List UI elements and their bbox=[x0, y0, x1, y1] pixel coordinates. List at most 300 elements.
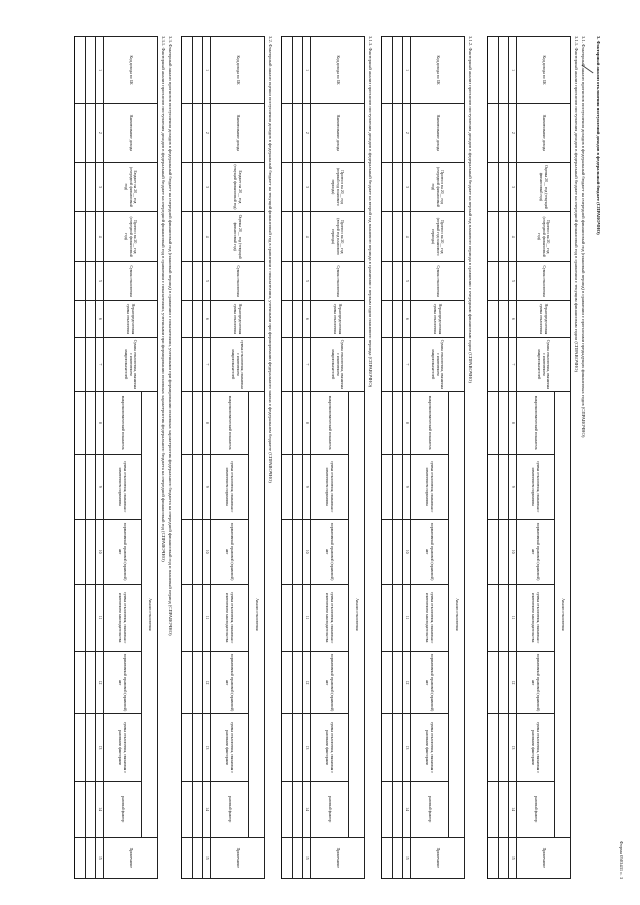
column-number: 3 bbox=[203, 162, 211, 212]
column-number: 2 bbox=[203, 104, 211, 162]
column-number: 5 bbox=[303, 262, 311, 301]
table-cell[interactable] bbox=[86, 301, 96, 338]
column-number: 6 bbox=[509, 301, 517, 338]
table-cell[interactable] bbox=[193, 301, 203, 338]
column-header: макроэкономический показатель bbox=[411, 391, 449, 454]
column-number: 8 bbox=[96, 391, 104, 454]
total-cell[interactable] bbox=[382, 104, 393, 162]
column-header: нормативный правовой (правовой) акт bbox=[517, 519, 555, 584]
total-cell[interactable] bbox=[75, 301, 86, 338]
total-cell[interactable] bbox=[282, 162, 293, 212]
section-title: 3.2. Факторный анализ оценки поступления доходов в федеральный бюджет на текущий финансовый год в сравнении с показателями, учтенными при формировании федерального закона о федеральном бюджете (СПРАВОЧНО) bbox=[268, 36, 273, 483]
column-header: Сумма отклонения, связанная с изменением макропоказателей bbox=[311, 337, 365, 391]
total-cell[interactable] bbox=[75, 262, 86, 301]
total-cell[interactable] bbox=[382, 262, 393, 301]
column-number: 10 bbox=[303, 519, 311, 584]
total-cell[interactable] bbox=[282, 262, 293, 301]
column-header: сумма отклонения, связанная с изменением норматива bbox=[211, 454, 249, 519]
column-header: Сумма отклонения bbox=[411, 262, 465, 301]
column-number: 13 bbox=[203, 714, 211, 781]
total-cell[interactable] bbox=[382, 714, 393, 781]
column-number: 4 bbox=[203, 212, 211, 262]
table-cell[interactable] bbox=[293, 212, 303, 262]
table-cell[interactable] bbox=[86, 781, 96, 837]
column-header: макроэкономический показатель bbox=[211, 391, 249, 454]
column-header: Сумма отклонения bbox=[211, 262, 265, 301]
table-cell[interactable] bbox=[393, 212, 403, 262]
column-number: 15 bbox=[403, 837, 411, 878]
table-cell[interactable] bbox=[393, 262, 403, 301]
column-number: 7 bbox=[403, 337, 411, 391]
total-cell[interactable] bbox=[75, 584, 86, 651]
column-number: 10 bbox=[509, 519, 517, 584]
table-cell[interactable] bbox=[393, 301, 403, 338]
column-number: 7 bbox=[303, 337, 311, 391]
column-header: разовый фактор bbox=[104, 781, 142, 837]
column-number: 4 bbox=[303, 212, 311, 262]
table-cell[interactable] bbox=[393, 837, 403, 878]
column-header: Код дохода по БК bbox=[211, 37, 265, 104]
table-cell[interactable] bbox=[293, 714, 303, 781]
column-number: 8 bbox=[203, 391, 211, 454]
column-header: сумма отклонения, связанная с разовыми факторами bbox=[311, 714, 349, 781]
table-cell[interactable] bbox=[193, 781, 203, 837]
table-cell[interactable] bbox=[393, 104, 403, 162]
total-cell[interactable] bbox=[282, 391, 293, 454]
column-number: 14 bbox=[303, 781, 311, 837]
column-header: нормативный правовой (правовой) акт bbox=[211, 519, 249, 584]
column-number: 4 bbox=[509, 212, 517, 262]
table-cell[interactable] bbox=[499, 262, 509, 301]
column-header: сумма отклонения, связанная с изменением законодательства bbox=[211, 584, 249, 651]
total-cell[interactable] bbox=[282, 714, 293, 781]
column-number: 3 bbox=[509, 162, 517, 212]
table-cell[interactable] bbox=[293, 162, 303, 212]
column-number: 15 bbox=[303, 837, 311, 878]
column-number: 5 bbox=[509, 262, 517, 301]
factor-analysis-table bbox=[181, 36, 265, 879]
column-number: 5 bbox=[403, 262, 411, 301]
total-cell[interactable] bbox=[488, 837, 499, 878]
table-cell[interactable] bbox=[293, 104, 303, 162]
column-header: Код дохода по БК bbox=[517, 37, 571, 104]
column-number: 1 bbox=[509, 37, 517, 104]
table-cell[interactable] bbox=[193, 37, 203, 104]
table-cell[interactable] bbox=[499, 337, 509, 391]
total-cell[interactable] bbox=[488, 262, 499, 301]
column-header: Сумма отклонения bbox=[311, 262, 365, 301]
column-header: сумма отклонения, связанная с изменением законодательства bbox=[311, 584, 349, 651]
column-header: Прогноз на 20__ год (очередной финансовый год) bbox=[411, 162, 465, 212]
column-number: 6 bbox=[403, 301, 411, 338]
table-cell[interactable] bbox=[393, 781, 403, 837]
table-cell[interactable] bbox=[499, 454, 509, 519]
table-cell[interactable] bbox=[293, 262, 303, 301]
table-cell[interactable] bbox=[499, 781, 509, 837]
column-header: Нераспределенная сумма отклонения bbox=[211, 301, 265, 338]
column-number: 6 bbox=[203, 301, 211, 338]
total-cell[interactable] bbox=[282, 781, 293, 837]
column-header: разовый фактор bbox=[211, 781, 249, 837]
total-cell[interactable] bbox=[182, 714, 193, 781]
column-number: 3 bbox=[303, 162, 311, 212]
table-cell[interactable] bbox=[86, 714, 96, 781]
total-cell[interactable] bbox=[182, 212, 193, 262]
table-cell[interactable] bbox=[193, 651, 203, 714]
total-cell[interactable] bbox=[182, 781, 193, 837]
total-cell[interactable] bbox=[75, 104, 86, 162]
table-cell[interactable] bbox=[193, 519, 203, 584]
total-cell[interactable] bbox=[382, 162, 393, 212]
total-cell[interactable] bbox=[488, 584, 499, 651]
total-cell[interactable] bbox=[182, 337, 193, 391]
total-cell[interactable] bbox=[488, 781, 499, 837]
table-cell[interactable] bbox=[393, 37, 403, 104]
column-header: нормативный правовой (правовой) акт bbox=[411, 519, 449, 584]
total-cell[interactable] bbox=[75, 454, 86, 519]
table-cell[interactable] bbox=[293, 37, 303, 104]
total-cell[interactable] bbox=[488, 301, 499, 338]
total-cell[interactable] bbox=[282, 337, 293, 391]
table-cell[interactable] bbox=[499, 37, 509, 104]
total-cell[interactable] bbox=[75, 837, 86, 878]
column-header: Код дохода по БК bbox=[411, 37, 465, 104]
column-number: 12 bbox=[509, 651, 517, 714]
column-number: 6 bbox=[96, 301, 104, 338]
column-number: 13 bbox=[509, 714, 517, 781]
total-cell[interactable] bbox=[75, 781, 86, 837]
total-cell[interactable] bbox=[182, 162, 193, 212]
table-cell[interactable] bbox=[499, 301, 509, 338]
column-number: 7 bbox=[96, 337, 104, 391]
table-cell[interactable] bbox=[499, 714, 509, 781]
column-header: Нераспределенная сумма отклонения bbox=[311, 301, 365, 338]
column-number: 13 bbox=[403, 714, 411, 781]
total-cell[interactable] bbox=[382, 454, 393, 519]
table-cell[interactable] bbox=[86, 337, 96, 391]
table-cell[interactable] bbox=[393, 337, 403, 391]
table-cell[interactable] bbox=[193, 454, 203, 519]
total-cell[interactable] bbox=[282, 212, 293, 262]
column-number: 1 bbox=[203, 37, 211, 104]
total-cell[interactable] bbox=[182, 651, 193, 714]
column-header: Наименование дохода bbox=[104, 104, 158, 162]
table-cell[interactable] bbox=[193, 391, 203, 454]
table-cell[interactable] bbox=[393, 584, 403, 651]
column-number: 15 bbox=[509, 837, 517, 878]
total-cell[interactable] bbox=[182, 519, 193, 584]
column-header: Нераспределенная сумма отклонения bbox=[517, 301, 571, 338]
total-cell[interactable] bbox=[282, 104, 293, 162]
table-cell[interactable] bbox=[499, 519, 509, 584]
total-cell[interactable] bbox=[382, 212, 393, 262]
column-number: 14 bbox=[509, 781, 517, 837]
table-cell[interactable] bbox=[86, 262, 96, 301]
total-cell[interactable] bbox=[75, 714, 86, 781]
column-header: разовый фактор bbox=[311, 781, 349, 837]
column-number: 10 bbox=[403, 519, 411, 584]
factor-analysis-table bbox=[281, 36, 365, 879]
column-header: Прогноз на 20__ год (очередной финансовый год) bbox=[104, 212, 158, 262]
analysis-group-header: Анализ отклонения bbox=[449, 391, 465, 837]
analysis-group-header: Анализ отклонения bbox=[555, 391, 571, 837]
main-heading: 3. Факторный анализ отклонения поступлений доходов в федеральный бюджет (СПРАВОЧНО) bbox=[596, 36, 601, 235]
column-header: Примечание bbox=[517, 837, 571, 878]
column-number: 13 bbox=[303, 714, 311, 781]
total-cell[interactable] bbox=[182, 837, 193, 878]
column-header: сумма отклонения, связанная с разовыми факторами bbox=[411, 714, 449, 781]
total-cell[interactable] bbox=[75, 162, 86, 212]
table-cell[interactable] bbox=[499, 584, 509, 651]
section-title: 3.1. Факторный анализ прогнозов поступления доходов в федеральный бюджет на очередной финансовый год (плановый период) в сравнении с прогнозами предыдущих финансовых годов (СПРАВОЧНО) bbox=[581, 36, 586, 438]
column-header: Примечание bbox=[311, 837, 365, 878]
factor-analysis-table bbox=[381, 36, 465, 879]
table-cell[interactable] bbox=[293, 519, 303, 584]
column-number: 11 bbox=[403, 584, 411, 651]
column-number: 12 bbox=[403, 651, 411, 714]
total-cell[interactable] bbox=[382, 781, 393, 837]
table-cell[interactable] bbox=[499, 162, 509, 212]
table-cell[interactable] bbox=[293, 781, 303, 837]
column-number: 9 bbox=[303, 454, 311, 519]
table-cell[interactable] bbox=[86, 454, 96, 519]
column-number: 12 bbox=[303, 651, 311, 714]
column-header: нормативный правовой (правовой) акт bbox=[104, 519, 142, 584]
total-cell[interactable] bbox=[382, 337, 393, 391]
total-cell[interactable] bbox=[75, 337, 86, 391]
column-number: 7 bbox=[509, 337, 517, 391]
total-cell[interactable] bbox=[75, 212, 86, 262]
column-number: 11 bbox=[509, 584, 517, 651]
table-cell[interactable] bbox=[86, 837, 96, 878]
total-cell[interactable] bbox=[182, 391, 193, 454]
column-number: 11 bbox=[96, 584, 104, 651]
total-cell[interactable] bbox=[382, 391, 393, 454]
table-cell[interactable] bbox=[499, 651, 509, 714]
total-cell[interactable] bbox=[282, 37, 293, 104]
total-cell[interactable] bbox=[75, 651, 86, 714]
total-cell[interactable] bbox=[488, 37, 499, 104]
form-label: Форма 0503431 с. 3 bbox=[619, 840, 624, 879]
column-number: 7 bbox=[203, 337, 211, 391]
column-number: 15 bbox=[203, 837, 211, 878]
table-cell[interactable] bbox=[293, 337, 303, 391]
total-cell[interactable] bbox=[282, 519, 293, 584]
column-number: 2 bbox=[509, 104, 517, 162]
section-title: 3.1.2. Факторный анализ прогнозов поступления доходов в федеральный бюджет на первый год планового периода в сравнении с очередным финансовым годом (СПРАВОЧНО) bbox=[468, 36, 473, 383]
total-cell[interactable] bbox=[75, 519, 86, 584]
table-cell[interactable] bbox=[86, 651, 96, 714]
total-cell[interactable] bbox=[282, 454, 293, 519]
total-cell[interactable] bbox=[182, 37, 193, 104]
total-cell[interactable] bbox=[182, 104, 193, 162]
column-header: сумма отклонения, связанная с изменением норматива bbox=[411, 454, 449, 519]
column-number: 10 bbox=[203, 519, 211, 584]
total-cell[interactable] bbox=[382, 519, 393, 584]
column-header: Сумма отклонения bbox=[104, 262, 158, 301]
table-cell[interactable] bbox=[293, 454, 303, 519]
column-number: 11 bbox=[303, 584, 311, 651]
column-header: сумма отклонения, связанная с изменением законодательства bbox=[411, 584, 449, 651]
total-cell[interactable] bbox=[382, 584, 393, 651]
total-cell[interactable] bbox=[488, 337, 499, 391]
table-cell[interactable] bbox=[86, 162, 96, 212]
column-header: сумма отклонения, связанная с изменением норматива bbox=[311, 454, 349, 519]
column-number: 8 bbox=[403, 391, 411, 454]
column-number: 13 bbox=[96, 714, 104, 781]
total-cell[interactable] bbox=[488, 519, 499, 584]
table-cell[interactable] bbox=[86, 37, 96, 104]
column-header: сумма отклонения, связанная с изменением норматива bbox=[517, 454, 555, 519]
total-cell[interactable] bbox=[282, 584, 293, 651]
column-number: 6 bbox=[303, 301, 311, 338]
table-cell[interactable] bbox=[193, 212, 203, 262]
section-title: 3.3. Факторный анализ прогнозов поступления доходов в федеральный бюджет на очередной финансовый год (плановый период) в сравнении с показателями, учтенными при формировании основных характеристик федерального бюджета на очередной финансовый год и плановый период (СПРАВОЧНО) bbox=[168, 36, 173, 636]
table-cell[interactable] bbox=[193, 584, 203, 651]
column-header: Сумма отклонения, связанная с изменением макропоказателей bbox=[517, 337, 571, 391]
table-cell[interactable] bbox=[86, 104, 96, 162]
column-header: Наименование дохода bbox=[211, 104, 265, 162]
column-number: 3 bbox=[96, 162, 104, 212]
total-cell[interactable] bbox=[488, 212, 499, 262]
total-cell[interactable] bbox=[488, 391, 499, 454]
column-header: нормативный правовой (правовой) акт bbox=[411, 651, 449, 714]
column-number: 12 bbox=[96, 651, 104, 714]
table-cell[interactable] bbox=[193, 337, 203, 391]
column-number: 5 bbox=[203, 262, 211, 301]
table-cell[interactable] bbox=[499, 837, 509, 878]
column-number: 10 bbox=[96, 519, 104, 584]
column-header: Код дохода по БК bbox=[104, 37, 158, 104]
table-cell[interactable] bbox=[86, 519, 96, 584]
table-cell[interactable] bbox=[499, 212, 509, 262]
total-cell[interactable] bbox=[75, 391, 86, 454]
column-header: Наименование дохода bbox=[311, 104, 365, 162]
table-cell[interactable] bbox=[293, 584, 303, 651]
table-cell[interactable] bbox=[499, 104, 509, 162]
total-cell[interactable] bbox=[282, 301, 293, 338]
column-header: нормативный правовой (правовой) акт bbox=[311, 651, 349, 714]
table-cell[interactable] bbox=[86, 584, 96, 651]
column-number: 3 bbox=[403, 162, 411, 212]
table-cell[interactable] bbox=[393, 391, 403, 454]
total-cell[interactable] bbox=[382, 37, 393, 104]
total-cell[interactable] bbox=[75, 37, 86, 104]
column-number: 9 bbox=[509, 454, 517, 519]
total-cell[interactable] bbox=[488, 162, 499, 212]
table-cell[interactable] bbox=[86, 212, 96, 262]
table-cell[interactable] bbox=[393, 519, 403, 584]
column-number: 5 bbox=[96, 262, 104, 301]
total-cell[interactable] bbox=[382, 837, 393, 878]
column-header: Сумма отклонения, связанная с изменением макропоказателей bbox=[411, 337, 465, 391]
column-header: Нераспределенная сумма отклонения bbox=[411, 301, 465, 338]
column-header: макроэкономический показатель bbox=[104, 391, 142, 454]
column-header: макроэкономический показатель bbox=[311, 391, 349, 454]
total-cell[interactable] bbox=[488, 714, 499, 781]
column-header: Бюджет на 20__ год (текущий финансовый год) bbox=[211, 162, 265, 212]
total-cell[interactable] bbox=[182, 262, 193, 301]
column-header: Сумма отклонения, связанная с изменением макропоказателей bbox=[104, 337, 158, 391]
total-cell[interactable] bbox=[282, 837, 293, 878]
total-cell[interactable] bbox=[382, 651, 393, 714]
column-number: 1 bbox=[96, 37, 104, 104]
column-header: сумма отклонения, связанная с разовыми факторами bbox=[104, 714, 142, 781]
table-cell[interactable] bbox=[293, 837, 303, 878]
total-cell[interactable] bbox=[488, 104, 499, 162]
column-header: нормативный правовой (правовой) акт bbox=[104, 651, 142, 714]
column-header: разовый фактор bbox=[411, 781, 449, 837]
column-header: Оценка 20__ год (текущий финансовый год) bbox=[211, 212, 265, 262]
column-header: сумма отклонения, связанная с изменением законодательства bbox=[104, 584, 142, 651]
column-number: 2 bbox=[403, 104, 411, 162]
column-number: 9 bbox=[203, 454, 211, 519]
table-cell[interactable] bbox=[193, 104, 203, 162]
total-cell[interactable] bbox=[182, 454, 193, 519]
column-header: Нераспределенная сумма отклонения bbox=[104, 301, 158, 338]
table-cell[interactable] bbox=[193, 837, 203, 878]
column-header: Наименование дохода bbox=[517, 104, 571, 162]
column-number: 2 bbox=[96, 104, 104, 162]
column-header: Прогноз на 20__ год (второй год планового периода) bbox=[311, 212, 365, 262]
table-cell[interactable] bbox=[193, 262, 203, 301]
column-header: Код дохода по БК bbox=[311, 37, 365, 104]
column-header: нормативный правовой (правовой) акт bbox=[211, 651, 249, 714]
section-subtitle: 3.1.1. Факторный анализ прогнозов поступления доходов в федеральный бюджет на очередной финансовый год в сравнении с текущим финансовым годом (СПРАВОЧНО) bbox=[574, 36, 579, 372]
table-cell[interactable] bbox=[293, 301, 303, 338]
table-cell[interactable] bbox=[86, 391, 96, 454]
column-number: 11 bbox=[203, 584, 211, 651]
table-cell[interactable] bbox=[193, 714, 203, 781]
column-header: Прогноз на 20__ год (очередной финансовый год) bbox=[517, 212, 571, 262]
column-number: 2 bbox=[303, 104, 311, 162]
column-header: Оценка 20__ год (текущий финансовый год) bbox=[517, 162, 571, 212]
column-header: макроэкономический показатель bbox=[517, 391, 555, 454]
column-number: 14 bbox=[403, 781, 411, 837]
column-number: 8 bbox=[303, 391, 311, 454]
column-number: 4 bbox=[96, 212, 104, 262]
table-cell[interactable] bbox=[499, 391, 509, 454]
table-cell[interactable] bbox=[393, 454, 403, 519]
analysis-group-header: Анализ отклонения bbox=[142, 391, 158, 837]
table-cell[interactable] bbox=[393, 651, 403, 714]
table-cell[interactable] bbox=[393, 162, 403, 212]
column-number: 9 bbox=[96, 454, 104, 519]
total-cell[interactable] bbox=[282, 651, 293, 714]
column-number: 8 bbox=[509, 391, 517, 454]
column-header: Примечание bbox=[211, 837, 265, 878]
column-header: сумма отклонения, связанная с изменением норматива bbox=[104, 454, 142, 519]
column-header: Прогноз на 20__ год (первый год планового периода) bbox=[311, 162, 365, 212]
analysis-group-header: Анализ отклонения bbox=[249, 391, 265, 837]
column-number: 1 bbox=[303, 37, 311, 104]
column-header: нормативный правовой (правовой) акт bbox=[517, 651, 555, 714]
section-subtitle: 3.3.1. Факторный анализ прогнозов поступления доходов в федеральный бюджет на очередной финансовый год в сравнении с показателями, учтенными при формировании основных характеристик федерального бюджета на очередной финансовый год (СПРАВОЧНО) bbox=[161, 36, 166, 562]
table-cell[interactable] bbox=[393, 714, 403, 781]
total-cell[interactable] bbox=[182, 301, 193, 338]
total-cell[interactable] bbox=[182, 584, 193, 651]
total-cell[interactable] bbox=[488, 651, 499, 714]
factor-analysis-table bbox=[74, 36, 158, 879]
column-header: нормативный правовой (правовой) акт bbox=[311, 519, 349, 584]
table-cell[interactable] bbox=[293, 651, 303, 714]
total-cell[interactable] bbox=[382, 301, 393, 338]
column-header: сумма отклонения, связанная с разовыми факторами bbox=[211, 714, 249, 781]
table-cell[interactable] bbox=[193, 162, 203, 212]
total-cell[interactable] bbox=[488, 454, 499, 519]
column-number: 15 bbox=[96, 837, 104, 878]
table-cell[interactable] bbox=[293, 391, 303, 454]
